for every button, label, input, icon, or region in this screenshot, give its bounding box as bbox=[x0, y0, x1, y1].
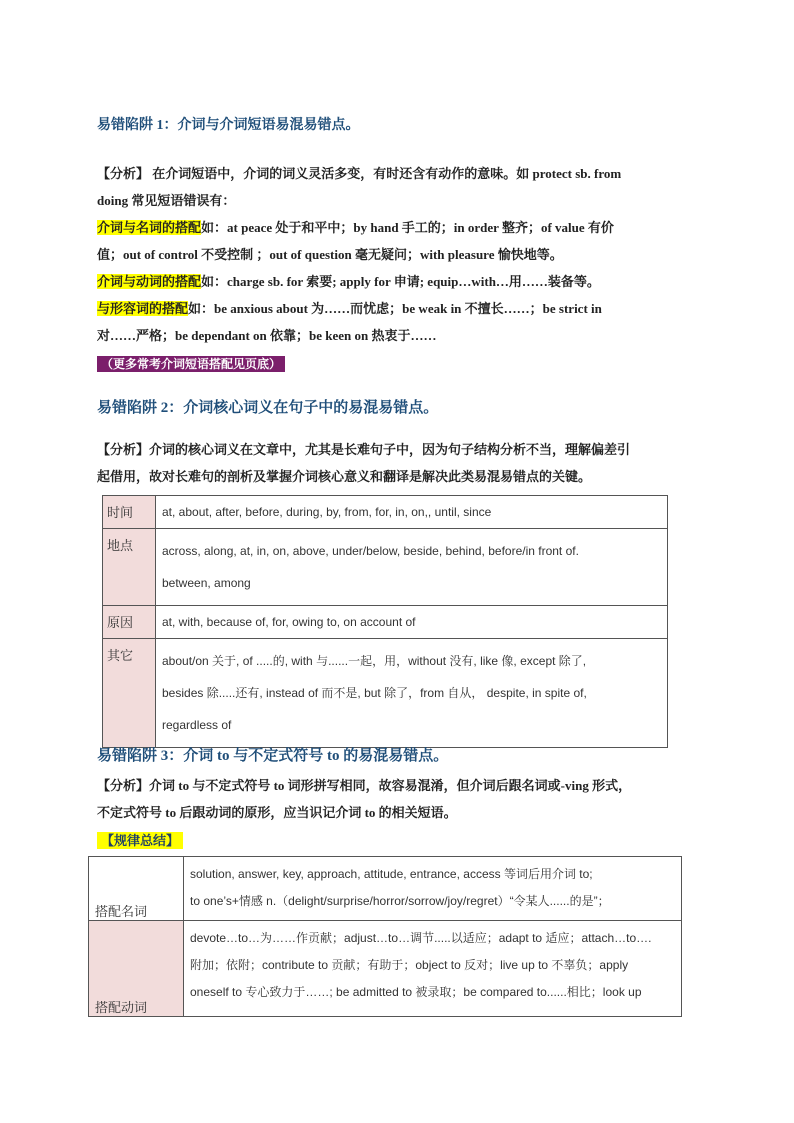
row-content bbox=[184, 857, 682, 921]
row-text: about/on 关于, of .....的, with 与......一起，用，without 没有, like 像, except 除了, bbox=[162, 654, 587, 668]
more-note-text: （更多常考介词短语搭配见页底） bbox=[97, 356, 285, 372]
trap1-analysis bbox=[97, 160, 621, 349]
row-content bbox=[184, 921, 682, 1017]
noun-collocation-label: 介词与名词的搭配 bbox=[97, 220, 202, 235]
trap1-analysis-line1: 【分析】 在介词短语中，介词的词义灵活多变，有时还含有动作的意味。如 protect sb. from bbox=[97, 166, 622, 181]
verb-collocation-label: 介词与动词的搭配 bbox=[97, 274, 202, 289]
adj-collocation-line2: 对……严格；be dependant on 依靠；be keen on 热衷于…… bbox=[97, 328, 437, 343]
row-content bbox=[156, 606, 668, 639]
table-row bbox=[103, 606, 668, 639]
row-text: regardless of bbox=[162, 718, 232, 732]
summary-label bbox=[97, 830, 183, 850]
row-label: 地点 bbox=[103, 529, 156, 606]
row-content bbox=[156, 639, 668, 748]
verb-collocation-text: 如：charge sb. for 索要; apply for 申请; equip…with…用……装备等。 bbox=[201, 274, 600, 289]
table-row bbox=[89, 857, 682, 921]
row-content bbox=[156, 496, 668, 529]
preposition-meaning-table bbox=[102, 495, 668, 748]
adj-collocation-line1 bbox=[97, 295, 621, 322]
trap3-analysis-line1: 【分析】介词 to 与不定式符号 to 词形拼写相同，故容易混淆，但介词后跟名词或-ving 形式， bbox=[97, 778, 632, 793]
row-text: 附加；依附；contribute to 贡献；有助于；object to 反对；live up to 不辜负；apply bbox=[190, 958, 629, 972]
noun-collocation-line1 bbox=[97, 214, 621, 241]
row-text: solution, answer, key, approach, attitude, entrance, access 等词后用介词 to; bbox=[190, 867, 593, 881]
noun-collocation-line2: 值；out of control 不受控制 ；out of question 毫无疑问；with pleasure 愉快地等。 bbox=[97, 247, 563, 262]
trap3-analysis bbox=[97, 772, 631, 826]
table-row bbox=[103, 529, 668, 606]
row-text: devote…to…为……作贡献；adjust…to…调节.....以适应；adapt to 适应；attach…to…. bbox=[190, 931, 652, 945]
adj-collocation-text1: 如：be anxious about 为……而忧虑；be weak in 不擅长……；be strict in bbox=[188, 301, 602, 316]
row-label: 搭配名词 bbox=[89, 857, 184, 921]
row-text: across, along, at, in, on, above, under/below, beside, behind, before/in front of. bbox=[162, 544, 579, 558]
row-text: besides 除.....还有, instead of 而不是, but 除了，from 自从， despite, in spite of, bbox=[162, 686, 587, 700]
row-text: at, about, after, before, during, by, from, for, in, on,, until, since bbox=[162, 505, 492, 519]
more-note bbox=[97, 355, 285, 373]
row-text: oneself to 专心致力于……; be admitted to 被录取；be compared to......相比；look up bbox=[190, 985, 642, 999]
noun-collocation-text1: 如：at peace 处于和平中；by hand 手工的；in order 整齐；of value 有价 bbox=[201, 220, 614, 235]
trap3-title: 易错陷阱 3：介词 to 与不定式符号 to 的易混易错点。 bbox=[97, 748, 449, 764]
row-text: at, with, because of, for, owing to, on account of bbox=[162, 615, 416, 629]
trap1-analysis-line2: doing 常见短语错误有： bbox=[97, 193, 236, 208]
adj-collocation-label: 与形容词的搭配 bbox=[97, 301, 189, 316]
row-label: 时间 bbox=[103, 496, 156, 529]
table-row bbox=[89, 921, 682, 1017]
row-text: between, among bbox=[162, 576, 251, 590]
row-label: 原因 bbox=[103, 606, 156, 639]
row-label: 其它 bbox=[103, 639, 156, 748]
row-content bbox=[156, 529, 668, 606]
table-row bbox=[103, 639, 668, 748]
trap1-title: 易错陷阱 1：介词与介词短语易混易错点。 bbox=[97, 118, 360, 133]
summary-label-text: 【规律总结】 bbox=[97, 832, 183, 849]
row-label: 搭配动词 bbox=[89, 921, 184, 1017]
trap2-title: 易错陷阱 2：介词核心词义在句子中的易混易错点。 bbox=[97, 400, 439, 416]
trap2-analysis bbox=[97, 436, 630, 490]
table-row bbox=[103, 496, 668, 529]
trap3-analysis-line2: 不定式符号 to 后跟动词的原形，应当识记介词 to 的相关短语。 bbox=[97, 805, 457, 820]
row-text: to one’s+情感 n.（delight/surprise/horror/sorrow/joy/regret）“令某人......的是”； bbox=[190, 894, 610, 908]
to-collocation-table bbox=[88, 856, 682, 1017]
trap2-analysis-line1: 【分析】介词的核心词义在文章中，尤其是长难句子中，因为句子结构分析不当，理解偏差引 bbox=[97, 442, 631, 457]
trap2-analysis-line2: 起借用，故对长难句的剖析及掌握介词核心意义和翻译是解决此类易混易错点的关键。 bbox=[97, 469, 592, 484]
verb-collocation-line bbox=[97, 268, 621, 295]
